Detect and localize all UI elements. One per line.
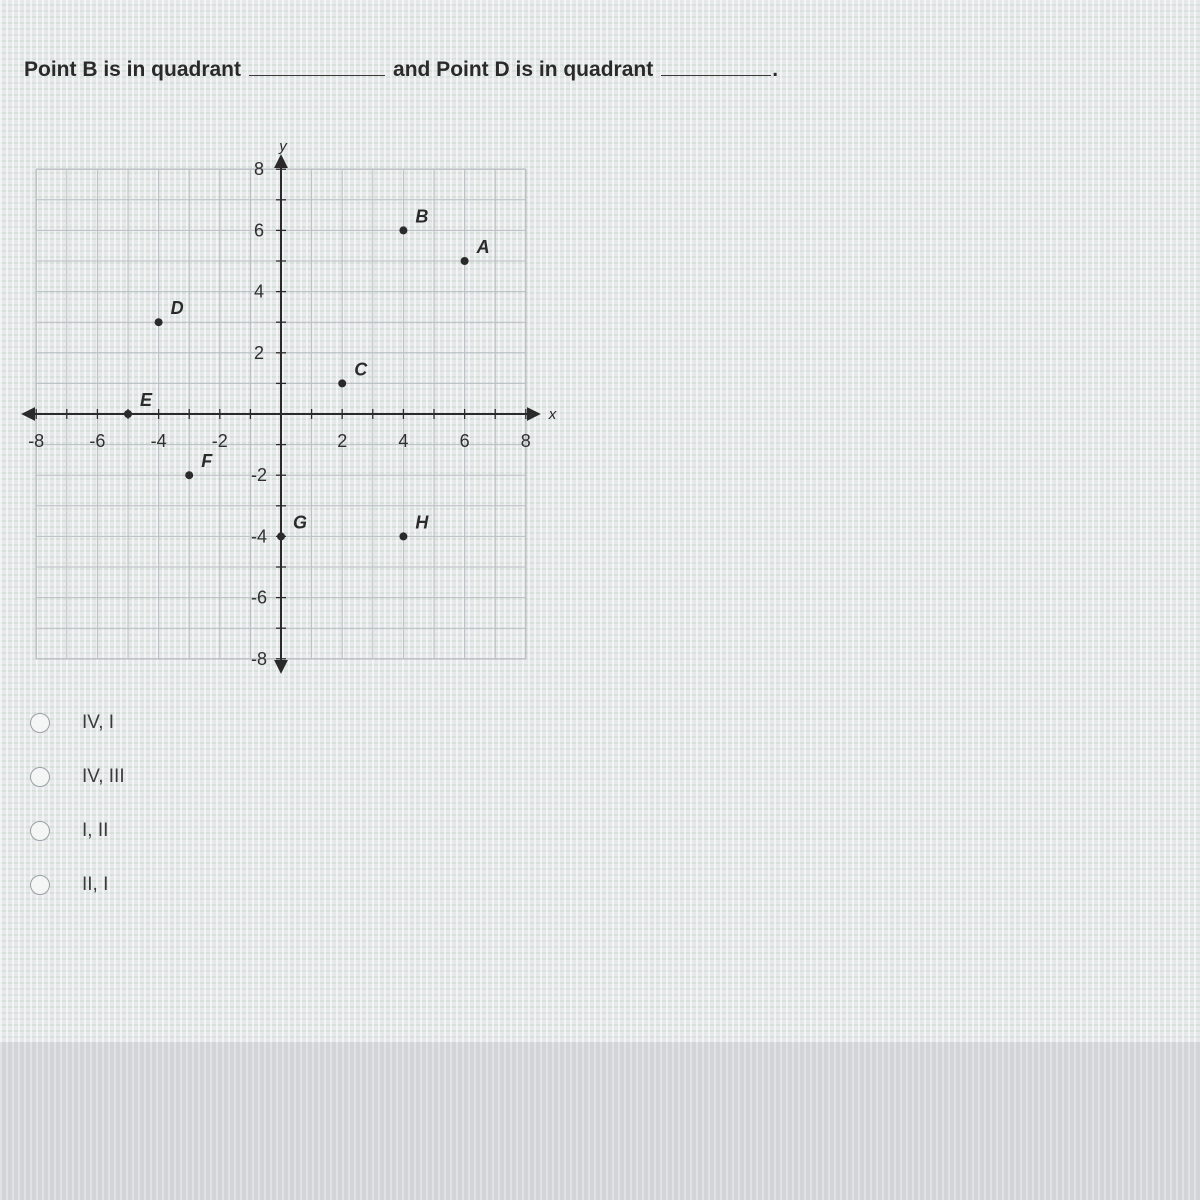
answer-blank-1	[249, 74, 385, 76]
point-f	[185, 471, 193, 479]
plotted-points	[124, 206, 490, 540]
answer-blank-2	[661, 74, 771, 76]
x-tick-label: 8	[520, 431, 531, 451]
y-tick-label: -2	[250, 465, 268, 486]
point-label-h: H	[415, 512, 429, 533]
radio-button[interactable]	[30, 821, 50, 841]
y-tick-label: 2	[253, 342, 265, 363]
x-tick-label: 2	[337, 431, 348, 451]
y-tick-label: 6	[253, 220, 265, 241]
point-d	[155, 318, 163, 326]
point-label-c: C	[354, 359, 368, 380]
x-tick-label: 4	[398, 431, 409, 451]
option-i-ii[interactable]	[30, 816, 125, 846]
point-label-f: F	[201, 451, 213, 472]
bottom-band	[0, 1042, 1200, 1200]
option-label: I, II	[82, 820, 109, 841]
question-end: .	[772, 58, 779, 81]
x-axis-label: x	[548, 406, 557, 423]
axes	[24, 138, 557, 671]
point-h	[399, 532, 407, 540]
option-ii-i[interactable]	[30, 870, 125, 900]
point-label-g: G	[293, 512, 308, 533]
point-label-d: D	[170, 298, 184, 319]
y-tick-label: -8	[250, 648, 268, 669]
point-c	[338, 379, 346, 387]
point-label-b: B	[415, 206, 429, 227]
option-label: II, I	[82, 874, 109, 895]
y-tick-label: 4	[253, 281, 265, 302]
answer-options	[30, 708, 125, 924]
radio-button[interactable]	[30, 713, 50, 733]
x-tick-label: -6	[89, 431, 106, 451]
coordinate-plane	[0, 120, 580, 680]
y-axis-label: y	[279, 137, 287, 155]
point-b	[399, 226, 407, 234]
option-iv-iii[interactable]	[30, 762, 125, 792]
option-label: IV, III	[82, 766, 125, 787]
question-part-1: Point B is in quadrant	[24, 58, 242, 81]
y-tick-label: 8	[253, 159, 265, 180]
x-tick-label: -4	[150, 431, 167, 451]
y-tick-label: -6	[250, 587, 268, 608]
y-tick-label: -4	[250, 526, 268, 547]
radio-button[interactable]	[30, 767, 50, 787]
x-tick-label: -8	[28, 431, 45, 451]
option-iv-i[interactable]	[30, 708, 125, 738]
question-text	[24, 58, 778, 82]
point-g	[277, 532, 285, 540]
x-tick-label: 6	[459, 431, 470, 451]
option-label: IV, I	[82, 712, 115, 733]
point-label-e: E	[140, 390, 153, 410]
point-label-a: A	[476, 237, 490, 257]
radio-button[interactable]	[30, 875, 50, 895]
question-part-2: and Point D is in quadrant	[393, 58, 654, 81]
x-tick-label: -2	[211, 431, 228, 451]
point-a	[461, 257, 469, 265]
point-e	[124, 410, 132, 418]
